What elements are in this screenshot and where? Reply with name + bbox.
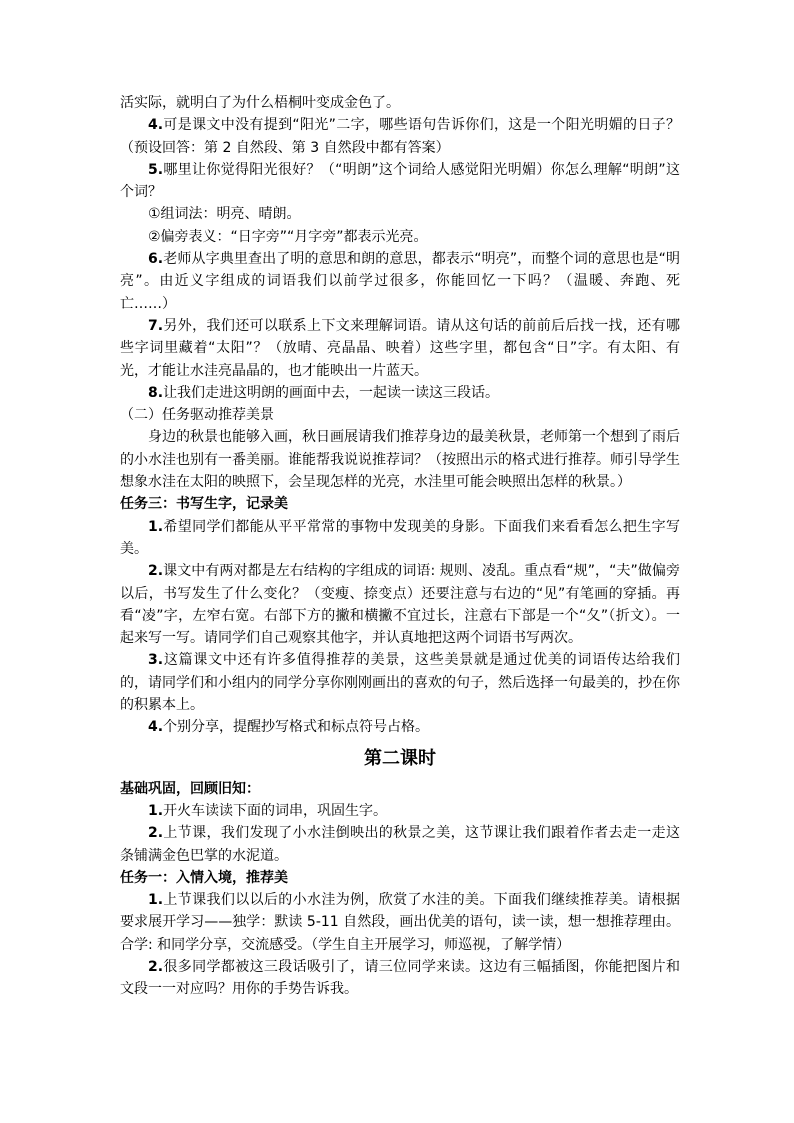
item-number: 1. — [148, 892, 164, 909]
item-number: 2. — [148, 958, 164, 975]
numbered-paragraph — [120, 248, 680, 315]
numbered-paragraph — [120, 649, 680, 716]
numbered-paragraph — [120, 114, 680, 159]
item-number: 2. — [148, 563, 164, 580]
item-text: 上节课，我们发现了小水洼倒映出的秋景之美，这节课让我们跟着作者去走一走这条铺满金色巴掌的水泥道。 — [120, 825, 680, 864]
item-number: 1. — [148, 802, 164, 819]
task-heading: 任务一：入情入境，推荐美 — [120, 869, 288, 886]
item-number: 2. — [148, 825, 164, 842]
item-number: 5. — [148, 161, 164, 178]
item-text: 课文中有两对都是左右结构的字组成的词语: 规则、凌乱。重点看“规”，“夫”做偏旁以后，书写发生了什么变化？（变瘦、捺变点）还要注意与右边的“见”有笔画的穿插。再看“凌”字，左窄右宽。右部下方的撇和横撇不宜过长，注意右下部是一个“夂”（折文）。一起来写一写。请同学们自己观察其他字，并认真地把这两个词语书写两次。 — [120, 563, 680, 647]
item-text: 这篇课文中还有许多值得推荐的美景，这些美景就是通过优美的词语传达给我们的，请同学们和小组内的同学分享你刚刚画出的喜欢的句子，然后选择一句最美的，抄在你的积累本上。 — [120, 652, 680, 714]
body-paragraph: 身边的秋景也能够入画，秋日画展请我们推荐身边的最美秋景，老师第一个想到了雨后的小水洼也别有一番美丽。谁能帮我说说推荐词？（按照出示的格式进行推荐。师引导学生想象水洼在太阳的映照下，会呈现怎样的光亮，水洼里可能会映照出怎样的秋景。） — [120, 429, 680, 491]
document-page — [120, 92, 680, 1001]
item-text: 让我们走进这明朗的画面中去，一起读一读这三段话。 — [163, 384, 500, 401]
item-number: 8. — [148, 384, 164, 401]
section-title: 第二课时 — [364, 747, 436, 769]
task-heading: 任务三：书写生字，记录美 — [120, 496, 288, 513]
item-text: 老师从字典里查出了明的意思和朗的意思，都表示“明亮”，而整个词的意思也是“明亮”。由近义字组成的词语我们以前学过很多，你能回忆一下吗？（温暖、奔跑、死亡……） — [120, 251, 680, 312]
item-text: 上节课我们以以后的小水洼为例，欣赏了水洼的美。下面我们继续推荐美。请根据要求展开学习——独学：默读 5-11 自然段，画出优美的语句，读一读，想一想推荐理由。合学: 和同学分享，交流感受。（学生自主开展学习，师巡视，了解学情） — [120, 892, 680, 953]
numbered-paragraph — [120, 159, 680, 204]
numbered-paragraph — [120, 800, 680, 822]
task-heading: 基础巩固，回顾旧知： — [120, 780, 260, 797]
item-number: 1. — [148, 518, 164, 535]
sub-point: ①组词法：明亮、晴朗。 — [148, 206, 301, 223]
item-number: 3. — [148, 652, 164, 669]
item-text: 可是课文中没有提到“阳光”二字，哪些语句告诉你们，这是一个阳光明媚的日子？（预设回答：第 2 自然段、第 3 自然段中都有答案） — [120, 117, 680, 156]
numbered-paragraph — [120, 889, 680, 956]
numbered-paragraph — [120, 560, 680, 649]
numbered-paragraph — [120, 516, 680, 561]
numbered-paragraph — [120, 716, 680, 738]
item-number: 4. — [148, 719, 164, 736]
body-paragraph: 活实际，就明白了为什么梧桐叶变成金色了。 — [120, 95, 400, 111]
numbered-paragraph — [120, 315, 680, 382]
item-number: 4. — [148, 117, 164, 134]
numbered-paragraph — [120, 956, 680, 1001]
numbered-paragraph — [120, 822, 680, 867]
item-text: 另外，我们还可以联系上下文来理解词语。请从这句话的前前后后找一找，还有哪些字词里藏着“太阳”？（放晴、亮晶晶、映着）这些字里，都包含“日”字。有太阳、有光，才能让水洼亮晶晶的，也才能映出一片蓝天。 — [120, 317, 680, 379]
item-number: 7. — [148, 317, 164, 334]
sub-point: ②偏旁表义：“日字旁”“月字旁”都表示光亮。 — [148, 228, 428, 245]
item-text: 开火车读读下面的词串，巩固生字。 — [163, 802, 388, 819]
item-number: 6. — [148, 251, 164, 268]
item-text: 哪里让你觉得阳光很好？（“明朗”这个词给人感觉阳光明媚）你怎么理解“明朗”这个词？ — [120, 161, 680, 201]
item-text: 个别分享，提醒抄写格式和标点符号占格。 — [163, 719, 430, 736]
subsection-heading: （二）任务驱动推荐美景 — [120, 407, 274, 424]
numbered-paragraph — [120, 382, 680, 404]
item-text: 希望同学们都能从平平常常的事物中发现美的身影。下面我们来看看怎么把生字写美。 — [120, 518, 680, 557]
item-text: 很多同学都被这三段话吸引了，请三位同学来读。这边有三幅插图，你能把图片和文段一一对应吗？用你的手势告诉我。 — [120, 958, 680, 998]
